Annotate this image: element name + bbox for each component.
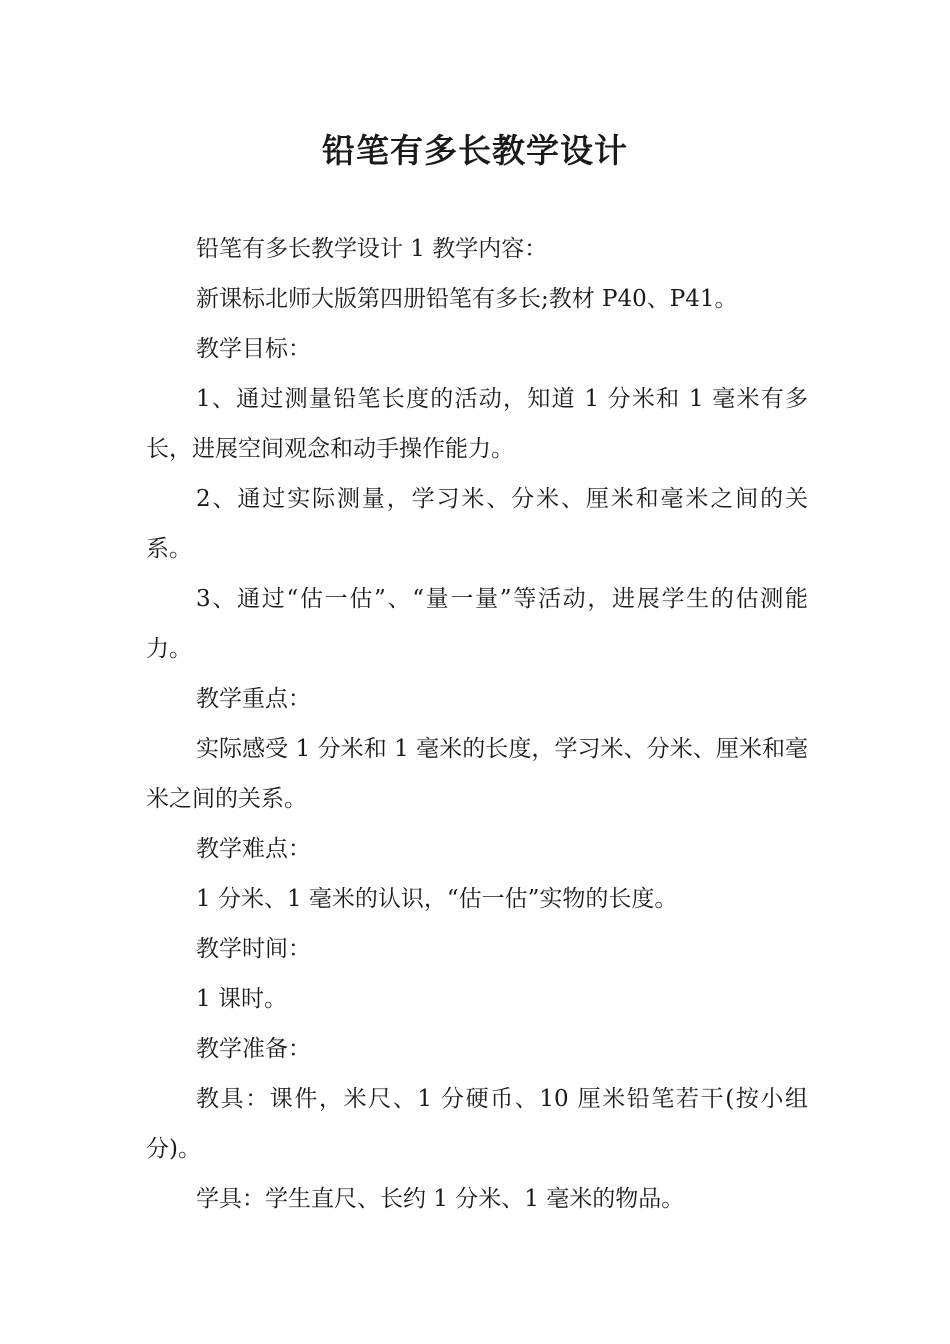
heading-preparation: 教学准备：: [196, 1036, 311, 1062]
paragraph-difficulties: 1 分米、1 毫米的认识，“估一估”实物的长度。: [196, 886, 678, 912]
document-body: [146, 224, 808, 1224]
heading-key-points: 教学重点：: [196, 686, 311, 712]
paragraph-goal-3: 3、通过“估一估”、“量一量”等活动，进展学生的估测能力。: [146, 586, 808, 662]
paragraph-teacher-tools: 教具：课件，米尺、1 分硬币、10 厘米铅笔若干(按小组分)。: [146, 1086, 808, 1162]
paragraph-goal-1: 1、通过测量铅笔长度的活动，知道 1 分米和 1 毫米有多长，进展空间观念和动手操作能力。: [146, 386, 808, 462]
paragraph-goal-2: 2、通过实际测量，学习米、分米、厘米和毫米之间的关系。: [146, 486, 808, 562]
heading-teaching-time: 教学时间：: [196, 936, 311, 962]
heading-difficulties: 教学难点：: [196, 836, 311, 862]
heading-teaching-goals: 教学目标：: [196, 336, 311, 362]
paragraph-key-points: 实际感受 1 分米和 1 毫米的长度，学习米、分米、厘米和毫米之间的关系。: [146, 736, 808, 812]
paragraph-student-tools: 学具：学生直尺、长约 1 分米、1 毫米的物品。: [196, 1186, 685, 1212]
paragraph-intro-content: 铅笔有多长教学设计 1 教学内容：: [196, 236, 548, 262]
paragraph-textbook: 新课标北师大版第四册铅笔有多长;教材 P40、P41。: [196, 286, 738, 312]
document-title: 铅笔有多长教学设计: [322, 131, 628, 170]
paragraph-teaching-time: 1 课时。: [196, 986, 287, 1012]
